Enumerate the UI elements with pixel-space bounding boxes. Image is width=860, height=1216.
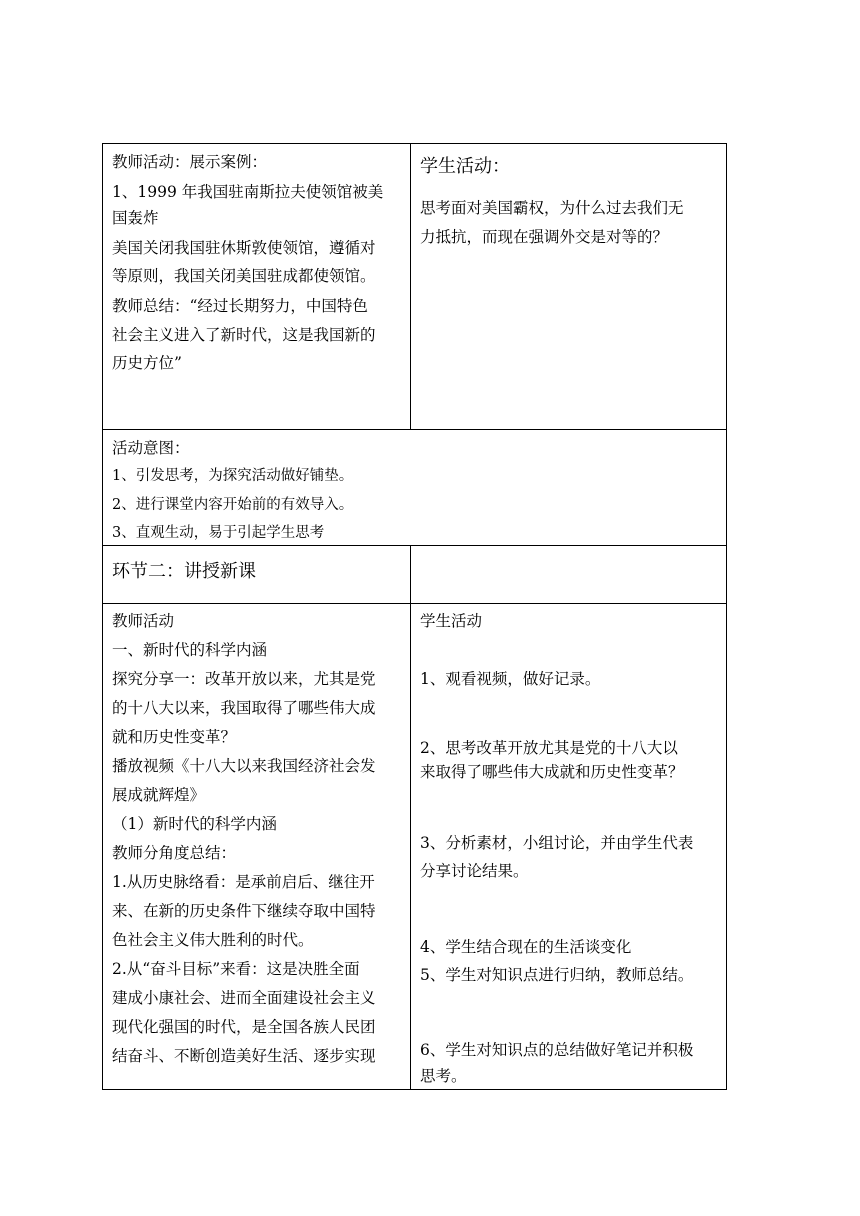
row4-teacher-line: 就和历史性变革？ (112, 728, 237, 746)
row4-student-line: 3、分析素材，小组讨论，并由学生代表 (420, 834, 694, 852)
row-divider-3 (102, 603, 727, 604)
row1-teacher-line: 等原则，我国关闭美国驻成都使领馆。 (112, 267, 376, 285)
row1-teacher-line: 教师总结：“经过长期努力，中国特色 (112, 297, 368, 315)
row4-teacher-line: 播放视频《十八大以来我国经济社会发 (112, 757, 376, 775)
row1-student-line: 思考面对美国霸权，为什么过去我们无 (420, 199, 684, 217)
column-divider-row3-4 (410, 545, 411, 1090)
row4-teacher-line: 探究分享一：改革开放以来，尤其是党 (112, 670, 376, 688)
table-border-top (102, 143, 727, 144)
row4-student-line: 分享讨论结果。 (420, 862, 529, 880)
intent-line: 3、直观生动，易于引起学生思考 (112, 525, 325, 541)
intent-heading: 活动意图： (112, 439, 190, 457)
row4-teacher-line: 的十八大以来，我国取得了哪些伟大成 (112, 699, 376, 717)
row-divider-2 (102, 545, 727, 546)
row4-student-line: 思考。 (420, 1067, 467, 1085)
intent-line: 2、进行课堂内容开始前的有效导入。 (112, 497, 354, 513)
row4-student-heading: 学生活动 (420, 612, 483, 630)
row4-teacher-line: 一、新时代的科学内涵 (112, 641, 268, 659)
row4-teacher-line: （1）新时代的科学内涵 (112, 815, 277, 833)
row1-teacher-line: 美国关闭我国驻休斯敦使领馆，遵循对 (112, 239, 376, 257)
column-divider-row1 (410, 143, 411, 430)
table-border-bottom (102, 1089, 727, 1090)
row4-teacher-line: 2.从“奋斗目标”来看：这是决胜全面 (112, 960, 360, 978)
row1-teacher-line: 历史方位” (112, 354, 182, 372)
row4-student-line: 1、观看视频，做好记录。 (420, 670, 601, 688)
row4-student-line: 来取得了哪些伟大成就和历史性变革？ (420, 763, 684, 781)
row1-student-line: 力抵抗，而现在强调外交是对等的？ (420, 228, 669, 246)
section-title: 环节二：讲授新课 (112, 561, 256, 582)
row4-student-line: 2、思考改革开放尤其是党的十八大以 (420, 739, 678, 757)
row4-teacher-line: 展成就辉煌》 (112, 786, 206, 804)
intent-line: 1、引发思考，为探究活动做好铺垫。 (112, 468, 354, 484)
row4-teacher-line: 教师分角度总结： (112, 844, 237, 862)
row4-teacher-line: 来、在新的历史条件下继续夺取中国特 (112, 902, 376, 920)
row1-teacher-line: 教师活动：展示案例： (112, 153, 268, 171)
row4-student-line: 5、学生对知识点进行归纳，教师总结。 (420, 966, 694, 984)
row1-teacher-line: 国轰炸 (112, 209, 159, 227)
row4-teacher-line: 教师活动 (112, 612, 175, 630)
row1-teacher-line: 1、1999 年我国驻南斯拉夫使领馆被美 (112, 183, 384, 201)
row4-student-line: 6、学生对知识点的总结做好笔记并积极 (420, 1041, 694, 1059)
row1-teacher-line: 社会主义进入了新时代，这是我国新的 (112, 326, 376, 344)
row4-teacher-line: 色社会主义伟大胜利的时代。 (112, 931, 314, 949)
row-divider-1 (102, 429, 727, 430)
table-border-right (726, 143, 727, 1090)
table-border-left (102, 143, 103, 1090)
row4-teacher-line: 建成小康社会、进而全面建设社会主义 (112, 989, 376, 1007)
row1-student-title: 学生活动： (420, 156, 510, 177)
row4-teacher-line: 1.从历史脉络看：是承前启后、继往开 (112, 873, 375, 891)
row4-teacher-line: 现代化强国的时代，是全国各族人民团 (112, 1018, 376, 1036)
row4-student-line: 4、学生结合现在的生活谈变化 (420, 938, 632, 956)
row4-teacher-line: 结奋斗、不断创造美好生活、逐步实现 (112, 1047, 376, 1065)
